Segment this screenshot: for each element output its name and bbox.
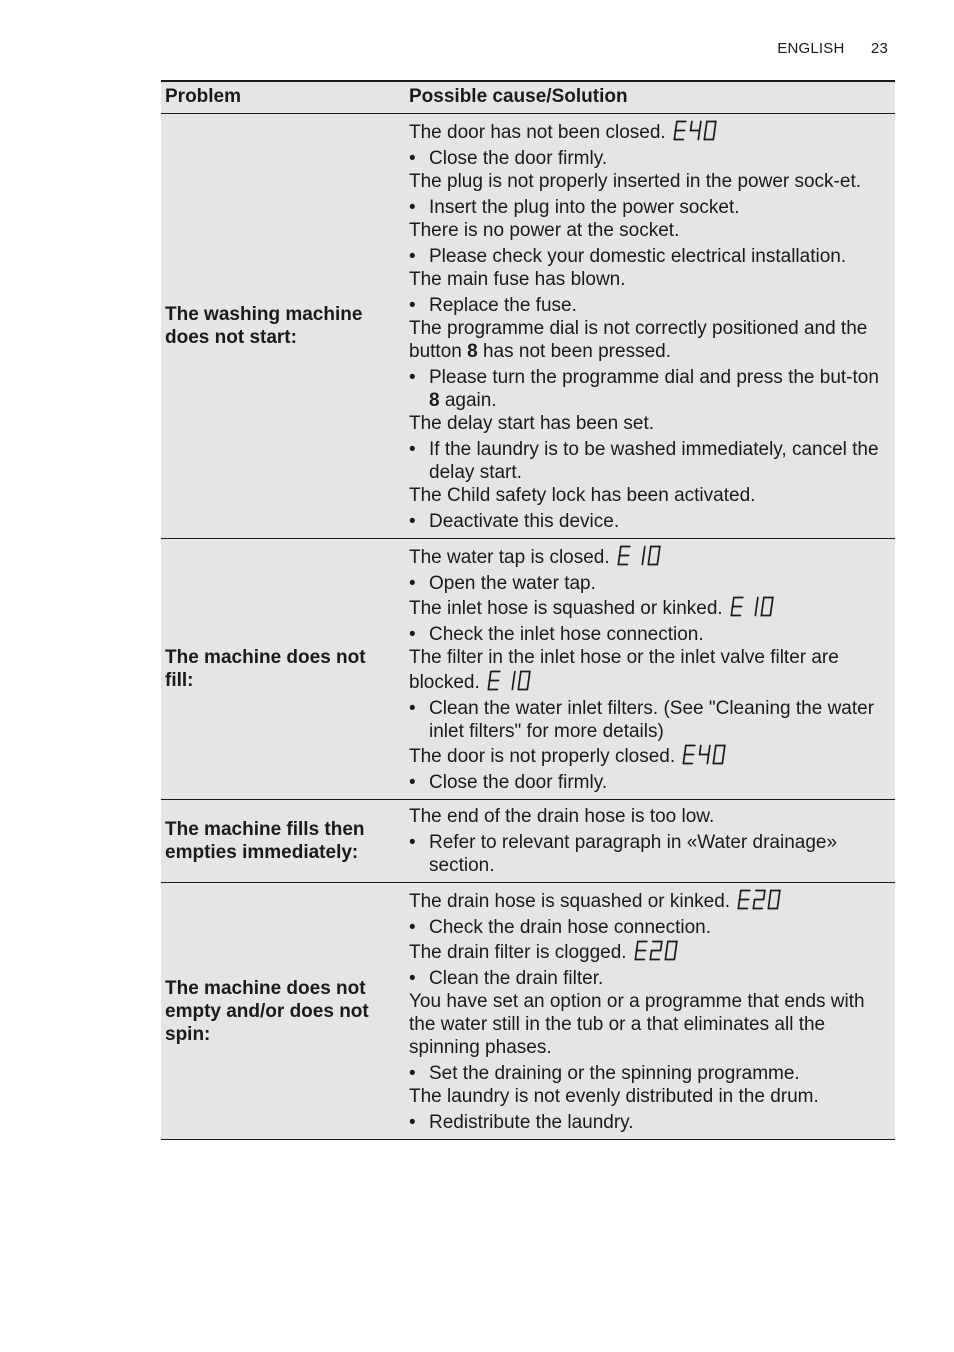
cause-label: The programme dial is not correctly positioned and the button 8 has not been pressed.	[409, 318, 868, 362]
solution-text: Open the water tap.	[429, 573, 596, 594]
cause-label: The inlet hose is squashed or kinked.	[409, 598, 723, 619]
cause-label: The door has not been closed.	[409, 122, 666, 143]
bullet-icon: •	[409, 917, 416, 938]
cause-label: The drain hose is squashed or kinked.	[409, 891, 731, 912]
solution-text: Please check your domestic electrical installation.	[429, 246, 847, 267]
solution-text: Check the drain hose connection.	[429, 917, 712, 938]
column-header-problem: Problem	[161, 81, 396, 114]
cause-text	[409, 170, 887, 193]
problem-cell: The machine does not empty and/or does not spin:	[161, 883, 396, 1140]
troubleshooting-table	[161, 80, 895, 1140]
solution-bullet	[409, 697, 887, 743]
solution-bullet	[409, 147, 887, 170]
cause-label: The end of the drain hose is too low.	[409, 806, 715, 827]
solution-text: Clean the drain filter.	[429, 968, 604, 989]
solution-text: Refer to relevant paragraph in «Water drainage» section.	[429, 832, 838, 876]
problem-cell: The machine fills then empties immediately:	[161, 800, 396, 883]
cause-label: There is no power at the socket.	[409, 220, 680, 241]
cause-text	[409, 484, 887, 507]
solution-bullet	[409, 294, 887, 317]
solution-bullet	[409, 831, 887, 877]
cause-text	[409, 268, 887, 291]
bullet-icon: •	[409, 197, 416, 218]
error-code-e10-icon	[729, 595, 776, 619]
error-code-e40-icon	[672, 119, 719, 143]
cause-label: The laundry is not evenly distributed in the drum.	[409, 1086, 819, 1107]
cause-text	[409, 317, 887, 363]
solution-text: Please turn the programme dial and press the but-ton 8 again.	[429, 367, 879, 411]
cause-text	[409, 805, 887, 828]
bullet-icon: •	[409, 1112, 416, 1133]
solution-bullet	[409, 1062, 887, 1085]
bullet-icon: •	[409, 367, 416, 388]
solution-bullet	[409, 1111, 887, 1134]
cause-label: The plug is not properly inserted in the power sock-et.	[409, 171, 862, 192]
cause-text	[409, 1085, 887, 1108]
table-body	[161, 114, 895, 1140]
error-code-e10-icon	[616, 544, 663, 568]
solution-text: Redistribute the laundry.	[429, 1112, 634, 1133]
solution-cell	[396, 114, 895, 539]
problem-cell: The washing machine does not start:	[161, 114, 396, 539]
error-code-e20-icon	[633, 939, 680, 963]
cause-text	[409, 990, 887, 1059]
solution-bullet	[409, 572, 887, 595]
solution-bullet	[409, 510, 887, 533]
solution-bullet	[409, 438, 887, 484]
bullet-icon: •	[409, 439, 416, 460]
cause-text	[409, 119, 887, 144]
error-code-e40-icon	[681, 743, 728, 767]
solution-text: Replace the fuse.	[429, 295, 577, 316]
bullet-icon: •	[409, 624, 416, 645]
solution-text: Clean the water inlet filters. (See "Cleaning the water inlet filters" for more details)	[429, 698, 875, 742]
cause-label: You have set an option or a programme that ends with the water still in the tub or a that eliminates all the spinning phases.	[409, 991, 865, 1058]
solution-bullet	[409, 196, 887, 219]
solution-text: Insert the plug into the power socket.	[429, 197, 740, 218]
bullet-icon: •	[409, 1063, 416, 1084]
cause-text	[409, 939, 887, 964]
solution-bullet	[409, 623, 887, 646]
solution-text: Check the inlet hose connection.	[429, 624, 704, 645]
table-row	[161, 883, 895, 1140]
error-code-e10-icon	[486, 669, 533, 693]
cause-text	[409, 888, 887, 913]
bullet-icon: •	[409, 772, 416, 793]
solution-text: Close the door firmly.	[429, 772, 608, 793]
cause-label: The door is not properly closed.	[409, 746, 676, 767]
solution-cell	[396, 883, 895, 1140]
cause-text	[409, 595, 887, 620]
cause-label: The drain filter is clogged.	[409, 942, 627, 963]
solution-bullet	[409, 967, 887, 990]
bullet-icon: •	[409, 832, 416, 853]
bullet-icon: •	[409, 698, 416, 719]
table-header-row	[161, 81, 895, 114]
solution-bullet	[409, 771, 887, 794]
solution-cell	[396, 800, 895, 883]
solution-text: If the laundry is to be washed immediately, cancel the delay start.	[429, 439, 879, 483]
cause-label: The Child safety lock has been activated.	[409, 485, 756, 506]
solution-bullet	[409, 916, 887, 939]
page-header	[777, 40, 888, 57]
bullet-icon: •	[409, 246, 416, 267]
cause-label: The water tap is closed.	[409, 547, 610, 568]
solution-bullet	[409, 366, 887, 412]
language-label: ENGLISH	[777, 40, 845, 57]
cause-label: The filter in the inlet hose or the inlet valve filter are blocked.	[409, 647, 839, 693]
table-row	[161, 539, 895, 800]
cause-label: The main fuse has blown.	[409, 269, 626, 290]
page-number: 23	[870, 40, 888, 57]
cause-text	[409, 646, 887, 694]
column-header-solution: Possible cause/Solution	[396, 81, 895, 114]
bullet-icon: •	[409, 968, 416, 989]
cause-label: The delay start has been set.	[409, 413, 655, 434]
solution-text: Close the door firmly.	[429, 148, 608, 169]
cause-text	[409, 544, 887, 569]
bullet-icon: •	[409, 573, 416, 594]
table-row	[161, 114, 895, 539]
table-row	[161, 800, 895, 883]
cause-text	[409, 219, 887, 242]
problem-cell: The machine does not fill:	[161, 539, 396, 800]
bullet-icon: •	[409, 511, 416, 532]
solution-text: Deactivate this device.	[429, 511, 620, 532]
bullet-icon: •	[409, 148, 416, 169]
solution-text: Set the draining or the spinning programme.	[429, 1063, 800, 1084]
cause-text	[409, 412, 887, 435]
error-code-e20-icon	[736, 888, 783, 912]
solution-cell	[396, 539, 895, 800]
cause-text	[409, 743, 887, 768]
solution-bullet	[409, 245, 887, 268]
bullet-icon: •	[409, 295, 416, 316]
